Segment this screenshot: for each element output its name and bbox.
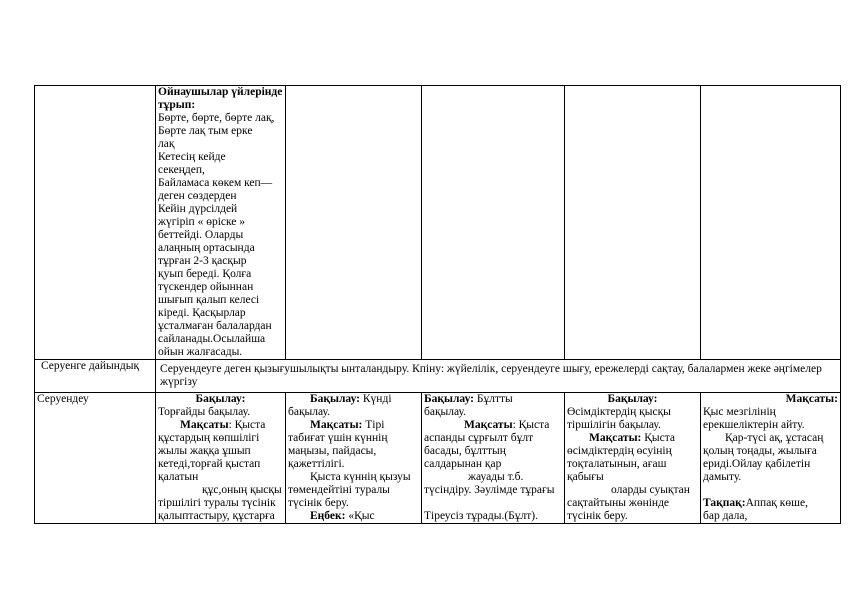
cell-line: басады, бұлттың <box>424 445 506 457</box>
cell-line: Қыста <box>641 432 676 444</box>
cell-line: табиғат үшін күннің <box>288 432 388 444</box>
cell-line: тіршілігі туралы түсінік <box>158 497 276 509</box>
cell-line: кетеді,торғай қыстап <box>158 458 261 470</box>
cell-line: ериді.Ойлау қабілетін <box>703 458 811 470</box>
cell-line: ерекшеліктерін айту. <box>703 419 805 431</box>
game-line: түскендер ойыннан <box>158 281 254 293</box>
game-line: беттейді. Оларды <box>158 229 244 241</box>
cell-line: Өсімдіктердің қысқы <box>567 406 671 418</box>
game-line: Бөрте лақ тым ерке <box>158 125 253 137</box>
table-row-game <box>35 86 841 360</box>
cell-line: қалатын <box>158 471 199 483</box>
prep-text: Серуендеуге деген қызығушылықты ынталандыру. Кпіну: жүйелілік, серуендеуге шығу, ережелерді сақтау, балалармен жеке әңгімелер жүргізу <box>156 360 841 393</box>
row-label-prep: Серуенге дайындық <box>35 360 156 393</box>
game-line: Кейін дүрсілдей <box>158 203 238 215</box>
goal-label: Мақсаты: <box>589 432 642 444</box>
cell-line: түсінік беру. <box>567 510 628 522</box>
game-line: тұрған 2-3 қасқыр <box>158 255 247 267</box>
cell-line: қалыптастыру, құстарға <box>158 510 275 522</box>
cell-line: жауады т.б. <box>468 471 524 483</box>
cell-walk-1 <box>156 393 286 524</box>
observation-title: Бақылау: <box>310 393 361 405</box>
game-line: Байламаса көкем кеп— <box>158 177 273 189</box>
cell-line: тоқталатынын, ағаш <box>567 458 667 470</box>
cell-line: Тірі <box>362 419 385 431</box>
game-line: жүгіріп « өріске » <box>158 216 246 228</box>
cell-empty <box>286 86 422 360</box>
cell-line: сақтайтыны жөнінде <box>567 497 670 509</box>
cell-line: Қыста күннің қызуы <box>310 471 411 483</box>
cell-line: жылы жаққа ұшып <box>158 445 251 457</box>
table-row-walk <box>35 393 841 524</box>
cell-line: Бұлтты <box>474 393 513 405</box>
cell-line: бар дала, <box>703 510 748 522</box>
cell-line: түсінік беру. <box>288 497 349 509</box>
cell-line: Тіреусіз тұрады.(Бұлт). <box>424 510 538 522</box>
game-line: секеңдеп, <box>158 164 205 176</box>
cell-line: өсімдіктердің өсуінің <box>567 445 672 457</box>
cell-line: аспанды сұрғылт бұлт <box>424 432 534 444</box>
cell-line: бақылау. <box>288 406 331 418</box>
game-line: сайланады.Осылайша <box>158 333 266 345</box>
cell-line: Күнді <box>360 393 392 405</box>
cell-line: дамыту. <box>703 471 742 483</box>
table-row-prep <box>35 360 841 393</box>
cell-walk-2 <box>286 393 422 524</box>
game-line: ұсталмаған балалардан <box>158 320 272 332</box>
game-line: қуып береді. Қолға <box>158 268 252 280</box>
goal-label: Мақсаты <box>464 419 513 431</box>
cell-walk-4 <box>565 393 701 524</box>
cell-line: қабығы <box>567 471 604 483</box>
goal-label: Мақсаты <box>180 419 229 431</box>
observation-title: Бақылау: <box>195 393 246 405</box>
cell-empty <box>35 86 156 360</box>
cell-line: құс,оның қысқы <box>202 484 282 496</box>
goal-label: Мақсаты: <box>310 419 363 431</box>
observation-title: Бақылау: <box>607 393 658 405</box>
cell-empty <box>701 86 841 360</box>
cell-line: құстардың көпшілігі <box>158 432 260 444</box>
cell-line: «Қыс <box>345 510 375 522</box>
game-line: Бөрте, бөрте, бөрте лақ, <box>158 112 275 124</box>
schedule-table <box>34 85 841 524</box>
cell-walk-3 <box>422 393 565 524</box>
cell-line: : Қыста <box>228 419 266 431</box>
row-label-walk: Серуендеу <box>35 393 156 524</box>
cell-line: оларды суықтан <box>611 484 690 496</box>
game-heading: Ойнаушылар үйлерінде тұрып: <box>158 86 283 111</box>
cell-line: қолың тоңады, жылыға <box>703 445 817 457</box>
cell-line: салдарынан қар <box>424 458 502 470</box>
cell-line: төмендейтіні туралы <box>288 484 390 496</box>
cell-line: қажеттілігі. <box>288 458 345 470</box>
cell-empty <box>565 86 701 360</box>
cell-line: маңызы, пайдасы, <box>288 445 377 457</box>
goal-label: Мақсаты: <box>785 393 838 405</box>
work-label: Еңбек: <box>310 510 346 522</box>
game-line: ойын жалғасады. <box>158 346 243 358</box>
cell-line: Қар-түсі ақ, ұстасаң <box>725 432 824 444</box>
cell-line: Аппақ көше, <box>745 497 808 509</box>
cell-line: тіршілігін бақылау. <box>567 419 661 431</box>
cell-empty <box>422 86 565 360</box>
game-line: кіреді. Қасқырлар <box>158 307 246 319</box>
cell-line: Торғайды бақылау. <box>158 406 251 418</box>
game-line: лақ <box>158 138 175 150</box>
cell-line: Қыс мезгілінің <box>703 406 776 418</box>
cell-line: түсіндіру. Зәулімде тұрағы <box>424 484 555 496</box>
game-line: Кетесің кейде <box>158 151 226 163</box>
cell-game-text <box>156 86 286 360</box>
cell-line: : Қыста <box>512 419 550 431</box>
game-line: деген сөздерден <box>158 190 237 202</box>
observation-title: Бақылау: <box>424 393 475 405</box>
cell-line: бақылау. <box>424 406 467 418</box>
game-line: алаңның ортасында <box>158 242 255 254</box>
cell-walk-5 <box>701 393 841 524</box>
game-line: шығып қалып келесі <box>158 294 260 306</box>
riddle-label: Тақпақ: <box>703 497 746 509</box>
